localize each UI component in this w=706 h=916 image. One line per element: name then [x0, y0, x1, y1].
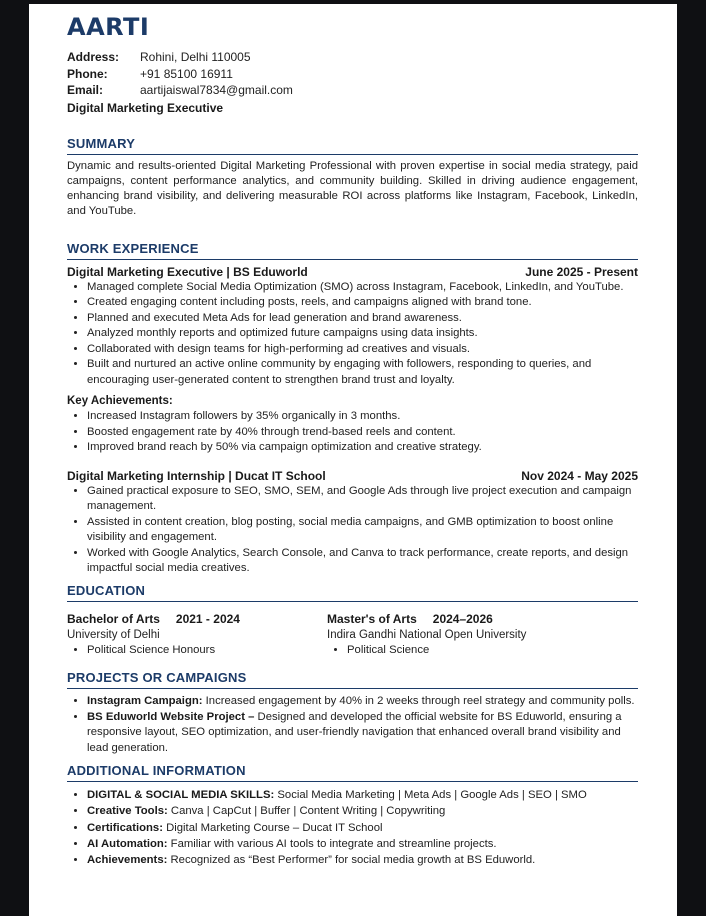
email-label: Email:	[67, 83, 104, 97]
list-item	[87, 820, 638, 836]
education-details	[67, 643, 327, 659]
list-item	[87, 787, 638, 803]
school: Indira Gandhi National Open University	[327, 628, 527, 641]
list-item	[87, 710, 638, 757]
education-section	[67, 583, 638, 659]
additional-section	[67, 763, 638, 868]
address-label: Address:	[67, 50, 120, 64]
projects-section	[67, 670, 638, 756]
info-label: Achievements:	[87, 854, 168, 866]
job-header	[67, 264, 638, 280]
phone-label: Phone:	[67, 66, 108, 81]
info-text: Recognized as “Best Performer” for social media growth at BS Eduworld.	[167, 854, 536, 866]
education-entry	[67, 611, 327, 659]
list-item: • Worked with Google Analytics, Search Console, and Canva to track performance, create reports, and design impactful social media creatives.	[87, 546, 638, 577]
list-item	[87, 852, 638, 868]
job-dates: June 2025 - Present	[525, 264, 638, 279]
summary-section	[67, 136, 638, 220]
achievements-heading: Key Achievements:	[67, 395, 173, 408]
list-item: • Planned and executed Meta Ads for lead generation and brand awareness.	[87, 311, 638, 327]
list-item: • Boosted engagement rate by 40% through trend-based reels and content.	[87, 425, 638, 441]
contact-phone	[67, 66, 638, 83]
info-label: DIGITAL & SOCIAL MEDIA SKILLS:	[87, 789, 275, 802]
list-item: • Managed complete Social Media Optimization (SMO) across Instagram, Facebook, LinkedIn, and YouTube.	[87, 280, 638, 296]
list-item: • Built and nurtured an active online community by engaging with followers, responding to queries, and encouraging user-generated content to strengthen brand trust and loyalty.	[87, 357, 638, 388]
info-text: Canva | CapCut | Buffer | Content Writing | Copywriting	[167, 805, 446, 818]
info-label: Certifications:	[87, 821, 163, 834]
job-role: Digital Marketing Executive | BS Eduworld	[67, 264, 308, 279]
additional-title: ADDITIONAL INFORMATION	[67, 763, 638, 782]
experience-section	[67, 241, 638, 577]
candidate-name: AARTI	[67, 13, 150, 41]
experience-title: WORK EXPERIENCE	[67, 241, 638, 260]
degree-years: 2021 - 2024	[175, 611, 240, 626]
info-text: Social Media Marketing | Meta Ads | Google Ads | SEO | SMO	[274, 789, 587, 802]
degree-years: 2024–2026	[432, 611, 493, 626]
education-entry	[327, 611, 627, 659]
phone-value: +91 85100 16911	[140, 66, 233, 81]
info-text: Familiar with various AI tools to integrate and streamline projects.	[167, 837, 497, 850]
info-text: Digital Marketing Course – Ducat IT School	[162, 821, 383, 834]
list-item: • Collaborated with design teams for high-performing ad creatives and visuals.	[87, 342, 638, 358]
summary-title: SUMMARY	[67, 136, 638, 155]
education-details	[327, 643, 627, 659]
project-name: BS Eduworld Website Project –	[87, 710, 255, 723]
education-header	[67, 611, 327, 627]
address-value: Rohini, Delhi 110005	[140, 50, 251, 64]
list-item: • Improved brand reach by 50% via campaign optimization and creative strategy.	[87, 440, 638, 456]
list-item: • Political Science Honours	[87, 643, 327, 659]
job-bullets	[67, 484, 638, 577]
summary-text: Dynamic and results-oriented Digital Marketing Professional with proven expertise in social media strategy, paid campaigns, content performance analytics, and community building. Skilled in driving audience engagement, enhancing brand visibility, and delivering measurable ROI across platforms like Instagram, Facebook, LinkedIn, and YouTube.	[67, 159, 638, 218]
achievement-bullets	[67, 409, 638, 456]
list-item	[87, 803, 638, 819]
education-header	[327, 611, 627, 627]
education-grid	[67, 611, 638, 659]
contact-email	[67, 82, 638, 99]
info-label: AI Automation:	[87, 837, 168, 850]
list-item: • Political Science	[347, 643, 627, 659]
list-item: • Analyzed monthly reports and optimized future campaigns using data insights.	[87, 326, 638, 342]
degree: Bachelor of Arts	[67, 611, 160, 626]
job-bullets	[67, 280, 638, 389]
project-bullets	[67, 694, 638, 756]
job-entry	[67, 468, 638, 577]
list-item: • Gained practical exposure to SEO, SMO, SEM, and Google Ads through live project execution and campaign management.	[87, 484, 638, 515]
job-header	[67, 468, 638, 484]
list-item	[87, 694, 638, 710]
job-entry	[67, 264, 638, 456]
list-item: • Assisted in content creation, blog posting, social media campaigns, and GMB optimization to boost online visibility and engagement.	[87, 515, 638, 546]
project-text: Designed and developed the official website for BS Eduworld, ensuring a responsive layout, SEO optimization, and user-friendly navigation that enhanced overall brand visibility and lead generation.	[87, 710, 622, 754]
school: University of Delhi	[67, 628, 160, 641]
projects-title: PROJECTS OR CAMPAIGNS	[67, 670, 638, 689]
project-name: Instagram Campaign:	[87, 695, 203, 708]
education-title: EDUCATION	[67, 583, 638, 602]
list-item: • Created engaging content including posts, reels, and campaigns aligned with brand tone.	[87, 295, 638, 311]
degree: Master's of Arts	[327, 611, 417, 626]
email-value: aartijaiswal7834@gmail.com	[140, 83, 293, 97]
resume-page	[29, 4, 677, 916]
job-role: Digital Marketing Internship | Ducat IT School	[67, 468, 326, 483]
job-dates: Nov 2024 - May 2025	[521, 468, 638, 483]
list-item	[87, 836, 638, 852]
info-label: Creative Tools:	[87, 805, 168, 818]
contact-address	[67, 49, 638, 66]
project-text: Increased engagement by 40% in 2 weeks through reel strategy and community polls.	[202, 695, 635, 708]
list-item: • Increased Instagram followers by 35% organically in 3 months.	[87, 409, 638, 425]
headline: Digital Marketing Executive	[67, 100, 224, 115]
additional-bullets	[67, 787, 638, 868]
